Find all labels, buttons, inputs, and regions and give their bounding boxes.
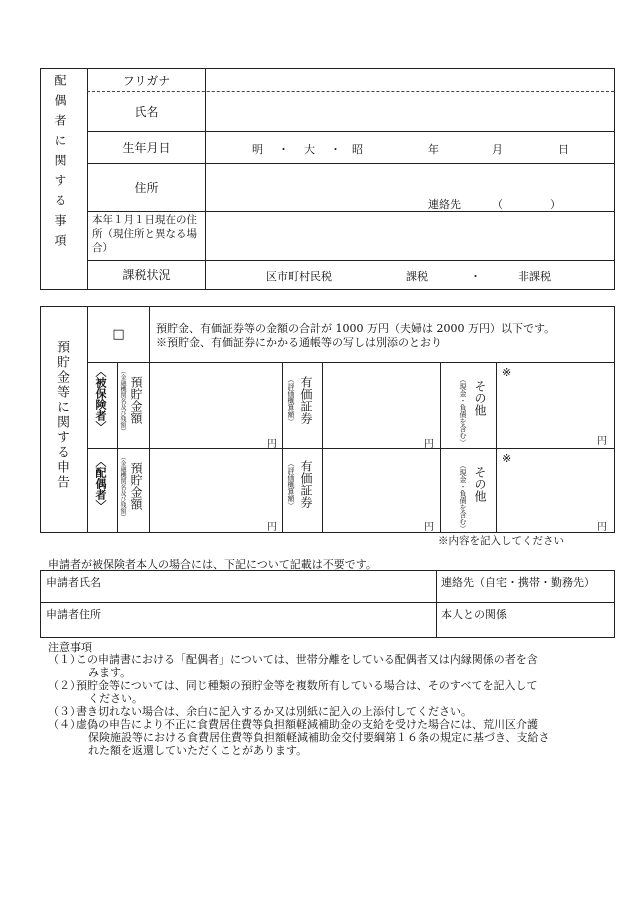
- note-4-text-c: れた額を返還していただくことがあります。: [88, 744, 308, 757]
- yen-insured-other: 円: [597, 436, 607, 447]
- yen-spouse-other: 円: [597, 522, 607, 533]
- savings-statement-1: 預貯金、有価証券等の金額の合計が 1000 万円（夫婦は 2000 万円）以下です。: [156, 322, 556, 335]
- contact-paren-open: （: [492, 198, 503, 211]
- birthdate-field[interactable]: [206, 132, 613, 163]
- note-4-number: （４）: [48, 718, 81, 731]
- note-4-text-b: 保険施設等における食費居住費等負担額軽減補助金交付要綱第１６条の規定に基づき、支給さ: [88, 731, 550, 744]
- deposit-sub-spouse: （金融機関名及び残額）: [119, 454, 126, 520]
- furigana-field[interactable]: [206, 69, 613, 91]
- note-2-number: （２）: [48, 679, 81, 692]
- tax-status-field[interactable]: [206, 261, 613, 288]
- applicant-intro: 申請者が被保険者本人の場合には、下記について記載は不要です。: [48, 558, 377, 571]
- insured-label: 〈被保険者〉: [94, 366, 107, 432]
- relation-label: 本人との関係: [441, 608, 507, 621]
- era-meiji[interactable]: 明: [252, 143, 263, 156]
- applicant-contact-label: 連絡先（自宅・携帯・勤務先）: [441, 576, 595, 589]
- savings-statement-2: ※預貯金、有価証券にかかる通帳等の写しは別添のとおり: [156, 336, 442, 349]
- insured-other-field[interactable]: [497, 363, 613, 448]
- other-sub-spouse: （現金・負債を含む）: [459, 462, 467, 532]
- month-label: 月: [492, 143, 503, 156]
- savings-section-title: 預貯金等に関する申告: [54, 340, 69, 490]
- applicant-name-label: 申請者氏名: [46, 576, 101, 589]
- other-label-insured: その他: [473, 380, 487, 416]
- relation-field[interactable]: [437, 619, 613, 636]
- deposit-label-insured: 預貯金額: [129, 376, 143, 424]
- applicant-contact-field[interactable]: [437, 587, 613, 602]
- deposit-sub-insured: （金融機関名及び残額）: [119, 368, 126, 434]
- note-1-number: （１）: [48, 653, 81, 666]
- tax-municipal: 区市町村民税: [266, 270, 332, 283]
- contact-label: 連絡先: [428, 198, 461, 211]
- tax-dot: ・: [470, 270, 481, 283]
- deposit-label-spouse: 預貯金額: [129, 462, 143, 510]
- yen-spouse-securities: 円: [424, 522, 434, 533]
- tax-untaxed[interactable]: 非課税: [518, 270, 551, 283]
- tax-status-label: 課税状況: [122, 268, 171, 282]
- era-sep-1: ・: [278, 143, 289, 156]
- era-sep-2: ・: [330, 143, 341, 156]
- name-label: 氏名: [134, 105, 159, 119]
- spouse-name-field[interactable]: [206, 92, 613, 131]
- birthdate-label: 生年月日: [122, 141, 171, 155]
- fill-note: ※内容を記入してください: [438, 535, 564, 547]
- savings-checkbox[interactable]: □: [112, 327, 125, 342]
- note-2-text-a: 預貯金等については、同じ種類の預貯金等を複数所有している場合は、そのすべてを記入して: [76, 679, 538, 692]
- note-2-text-b: ください。: [88, 692, 143, 705]
- jan1-address-label: 本年１月１日現在の住所（現住所と異なる場合）: [92, 214, 197, 254]
- jan1-address-field[interactable]: [206, 212, 613, 260]
- spouse-other-field[interactable]: [497, 449, 613, 531]
- applicant-address-field[interactable]: [41, 603, 436, 636]
- furigana-label: フリガナ: [122, 73, 171, 88]
- insured-deposit-field[interactable]: [150, 363, 282, 448]
- insured-securities-field[interactable]: [323, 363, 440, 448]
- note-3-number: （３）: [48, 705, 81, 718]
- securities-label-spouse: 有価証券: [299, 460, 313, 508]
- applicant-name-field[interactable]: [41, 571, 436, 602]
- securities-sub-insured: （評価概算額）: [287, 376, 295, 425]
- tax-taxed[interactable]: 課税: [406, 270, 428, 283]
- notes-title: 注意事項: [48, 641, 92, 654]
- other-label-spouse: その他: [473, 466, 487, 502]
- address-label: 住所: [134, 181, 159, 195]
- note-3-text: 書き切れない場合は、余白に記入するか又は別紙に記入の上添付してください。: [76, 705, 472, 718]
- contact-paren-close: ）: [550, 198, 561, 211]
- yen-insured-deposit: 円: [267, 439, 277, 450]
- yen-insured-securities: 円: [424, 439, 434, 450]
- yen-spouse-deposit: 円: [267, 522, 277, 533]
- asterisk-spouse: ※: [502, 452, 512, 465]
- spouse-address-field[interactable]: [206, 164, 613, 211]
- note-4-text-a: 虚偽の申告により不正に食費居住費等負担額軽減補助金の支給を受けた場合には、荒川区介護: [76, 718, 538, 731]
- day-label: 日: [558, 143, 569, 156]
- note-1-text-b: みます。: [88, 666, 132, 679]
- spouse-deposit-field[interactable]: [150, 449, 282, 531]
- securities-sub-spouse: （評価概算額）: [287, 460, 295, 509]
- asterisk-insured: ※: [502, 366, 512, 379]
- spouse-securities-field[interactable]: [323, 449, 440, 531]
- note-1-text-a: この申請書における「配偶者」については、世帯分離をしている配偶者又は内縁関係の者を含: [76, 653, 538, 666]
- spouse-label: 〈配偶者〉: [94, 456, 107, 511]
- other-sub-insured: （現金・負債を含む）: [459, 376, 467, 446]
- applicant-address-label: 申請者住所: [46, 608, 101, 621]
- era-taisho[interactable]: 大: [304, 143, 315, 156]
- securities-label-insured: 有価証券: [299, 376, 313, 424]
- era-showa[interactable]: 昭: [352, 143, 363, 156]
- spouse-section-title: 配偶者に関する事項: [53, 74, 67, 254]
- year-label: 年: [428, 143, 439, 156]
